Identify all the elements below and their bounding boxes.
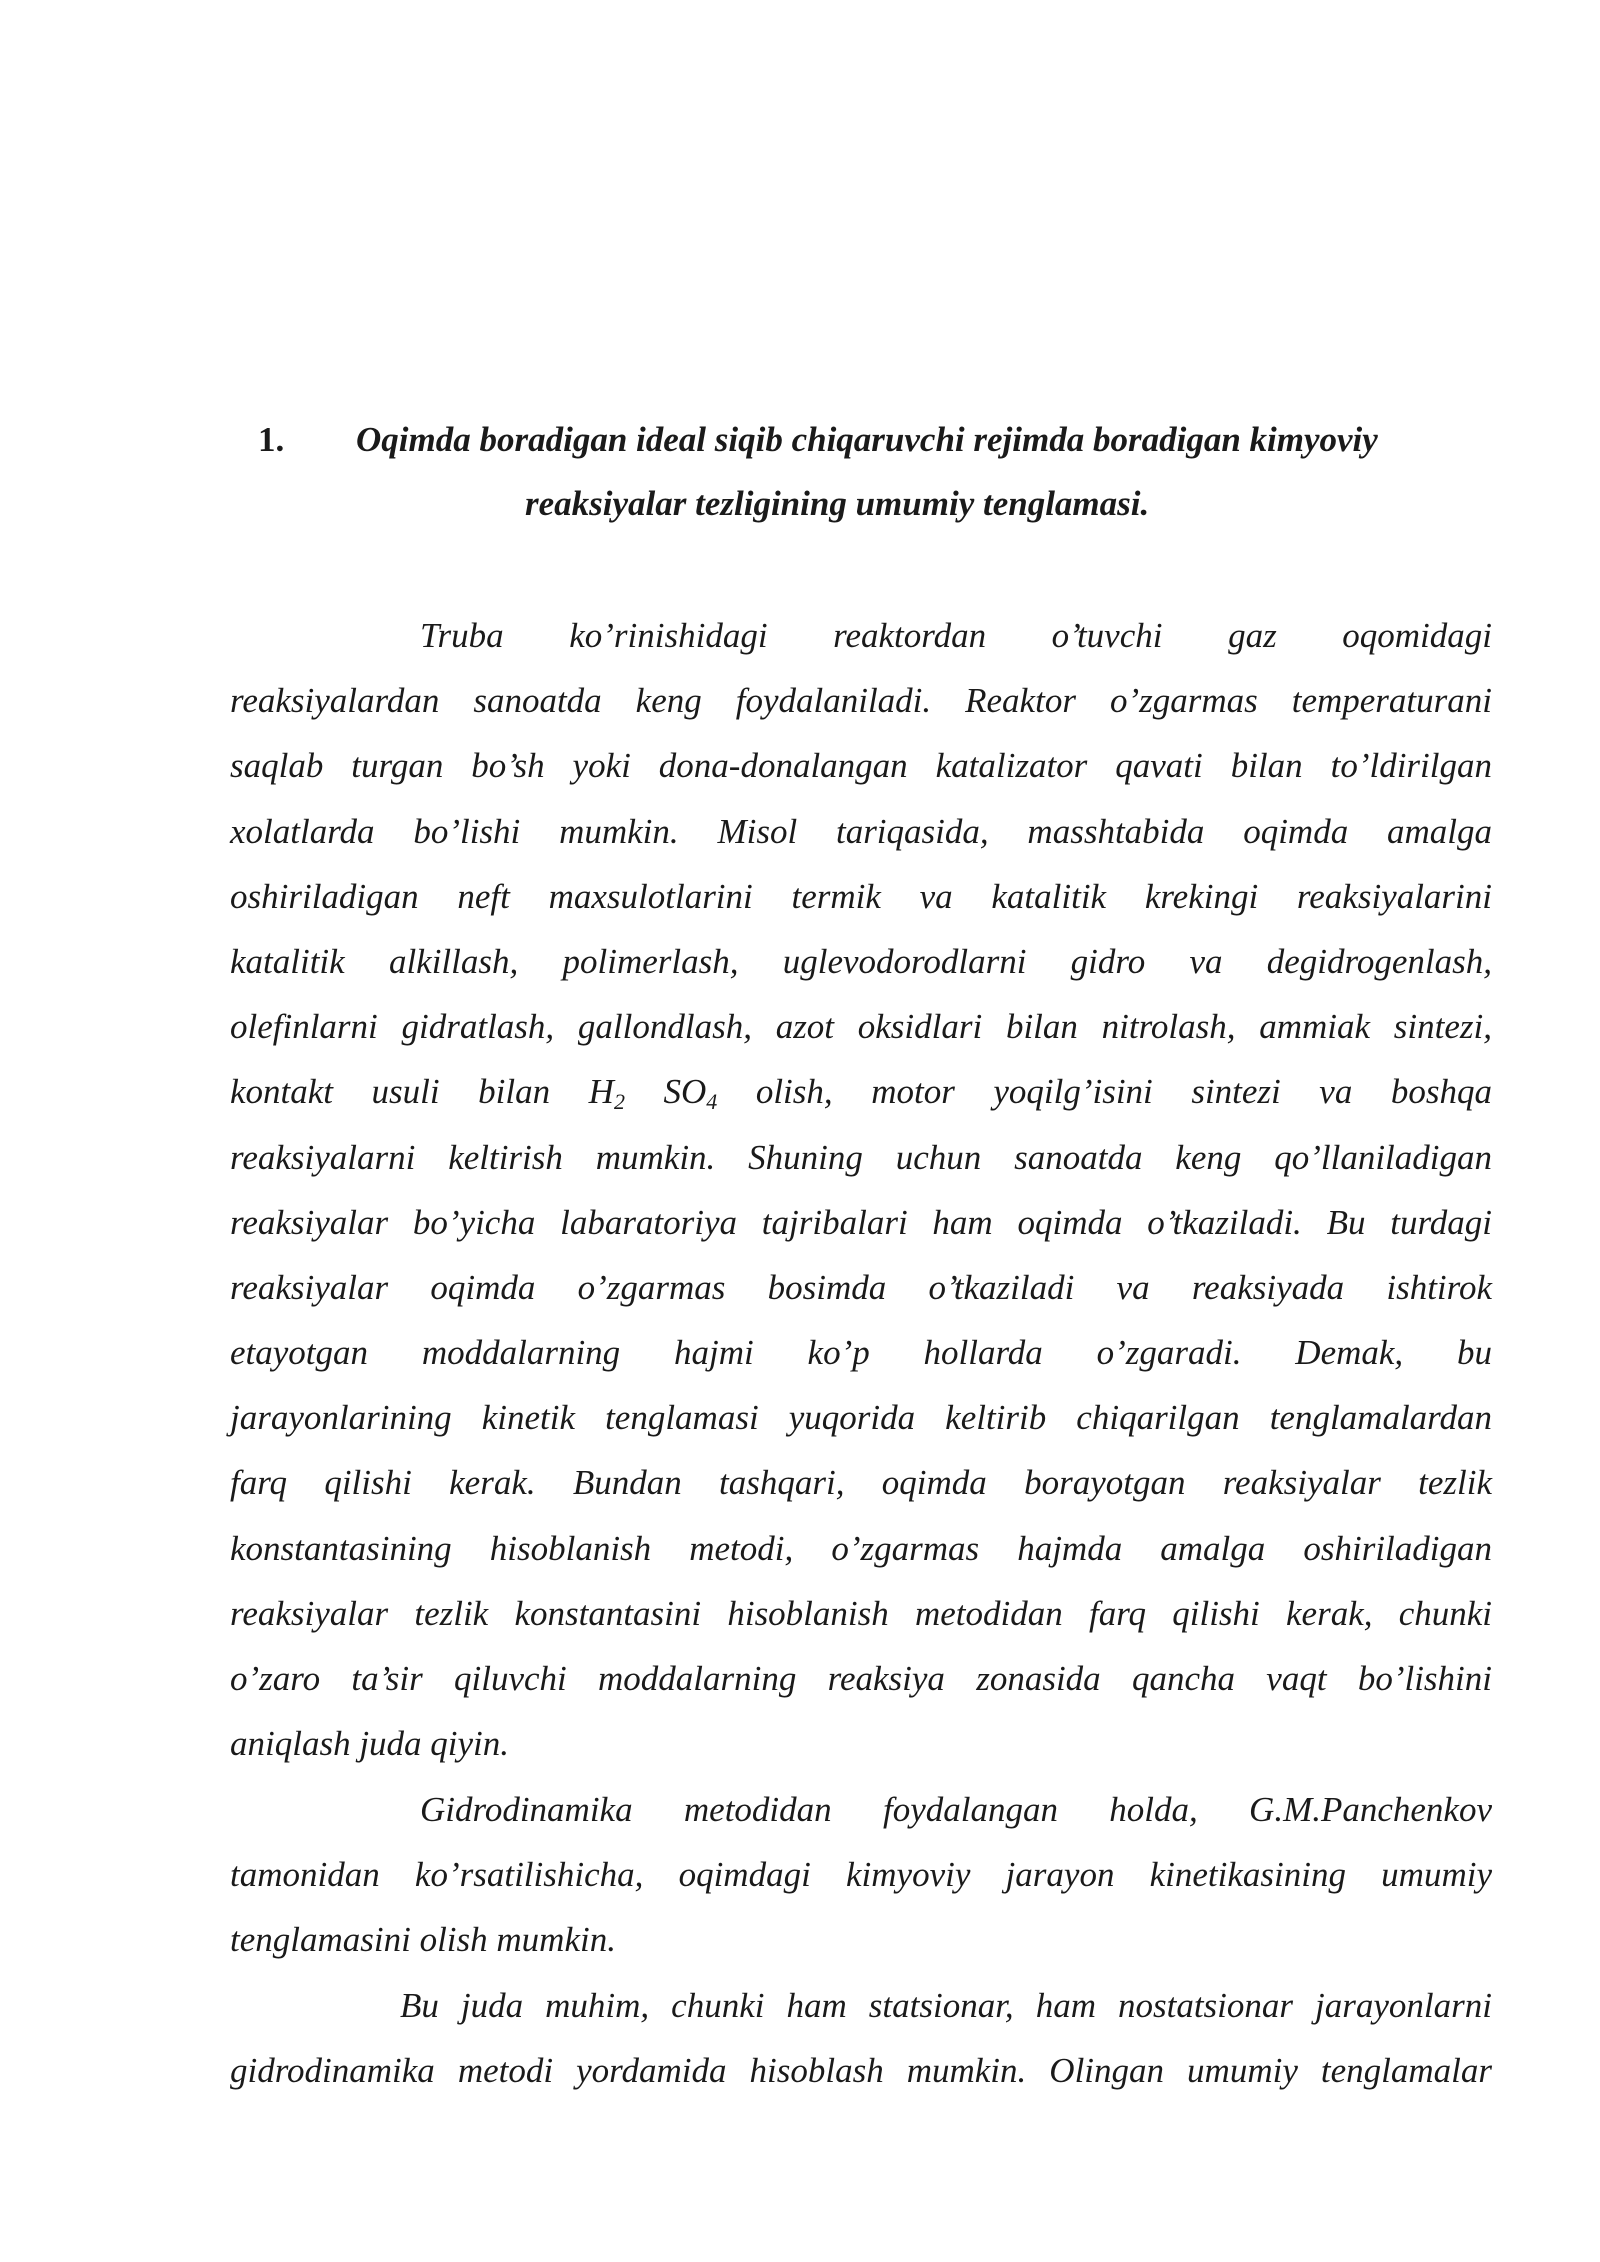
- text-line: reaksiyalar oqimda o’zgarmas bosimda o’tkaziladi va reaksiyada ishtirok: [230, 1267, 1492, 1307]
- text-line: reaksiyalardan sanoatda keng foydalaniladi. Reaktor o’zgarmas temperaturani: [230, 681, 1492, 721]
- formula-so-subscript: 4: [706, 1089, 718, 1115]
- text-line: reaksiyalar tezlik konstantasini hisoblanish metodidan farq qilishi kerak, chunki: [230, 1593, 1492, 1633]
- paragraph-3: [230, 1973, 1492, 2103]
- text-line: xolatlarda bo’lishi mumkin. Misol tariqasida, masshtabida oqimda amalga: [230, 811, 1492, 851]
- text-line: Bu juda muhim, chunki ham statsionar, ham nostatsionar jarayonlarni: [400, 1986, 1492, 2025]
- text-line: jarayonlarining kinetik tenglamasi yuqorida keltirib chiqarilgan tenglamalardan: [230, 1398, 1492, 1438]
- formula-text-after: olish, motor yoqilg’isini sintezi va boshqa: [755, 1072, 1493, 1112]
- chemical-formula: [588, 1072, 718, 1115]
- paragraph-2: [230, 1777, 1492, 1973]
- text-line: gidrodinamika metodi yordamida hisoblash mumkin. Olingan umumiy tenglamalar: [230, 2051, 1492, 2091]
- formula-so: SO: [663, 1072, 707, 1112]
- text-line: katalitik alkillash, polimerlash, uglevodorodlarni gidro va degidrogenlash,: [230, 941, 1492, 981]
- text-line: etayotgan moddalarning hajmi ko’p hollarda o’zgaradi. Demak, bu: [230, 1333, 1492, 1373]
- text-line: reaksiyalarni keltirish mumkin. Shuning uchun sanoatda keng qo’llaniladigan: [230, 1137, 1492, 1177]
- text-line: tenglamasini olish mumkin.: [230, 1920, 616, 1960]
- text-line: Gidrodinamika metodidan foydalangan holda, G.M.Panchenkov: [420, 1790, 1492, 1829]
- section-number: 1.: [258, 420, 285, 459]
- text-line: saqlab turgan bo’sh yoki dona-donalangan katalizator qavati bilan to’ldirilgan: [230, 746, 1492, 786]
- text-line: tamonidan ko’rsatilishicha, oqimdagi kimyoviy jarayon kinetikasining umumiy: [230, 1855, 1492, 1895]
- section-title-line-1: Oqimda boradigan ideal siqib chiqaruvchi rejimda boradigan kimyoviy: [356, 420, 1378, 459]
- text-line: konstantasining hisoblanish metodi, o’zgarmas hajmda amalga oshiriladigan: [230, 1528, 1492, 1568]
- text-line: oshiriladigan neft maxsulotlarini termik va katalitik krekingi reaksiyalarini: [230, 876, 1492, 916]
- section-title-line-2: reaksiyalar tezligining umumiy tenglamasi.: [525, 484, 1150, 523]
- text-line: olefinlarni gidratlash, gallondlash, azot oksidlari bilan nitrolash, ammiak sintezi,: [230, 1007, 1492, 1047]
- text-line: o’zaro ta’sir qiluvchi moddalarning reaksiya zonasida qancha vaqt bo’lishini: [230, 1659, 1492, 1698]
- formula-line: [230, 1059, 1492, 1124]
- paragraph-1: [230, 603, 1492, 1776]
- formula-h-subscript: 2: [613, 1089, 625, 1115]
- text-line: Truba ko’rinishidagi reaktordan o’tuvchi gaz oqomidagi: [420, 616, 1492, 655]
- text-line: reaksiyalar bo’yicha labaratoriya tajribalari ham oqimda o’tkaziladi. Bu turdagi: [230, 1202, 1492, 1242]
- formula-h: H: [588, 1072, 614, 1112]
- text-line: aniqlash juda qiyin.: [230, 1724, 510, 1764]
- text-line: farq qilishi kerak. Bundan tashqari, oqimda borayotgan reaksiyalar tezlik: [230, 1463, 1492, 1503]
- formula-text-before: kontakt usuli bilan: [230, 1072, 551, 1112]
